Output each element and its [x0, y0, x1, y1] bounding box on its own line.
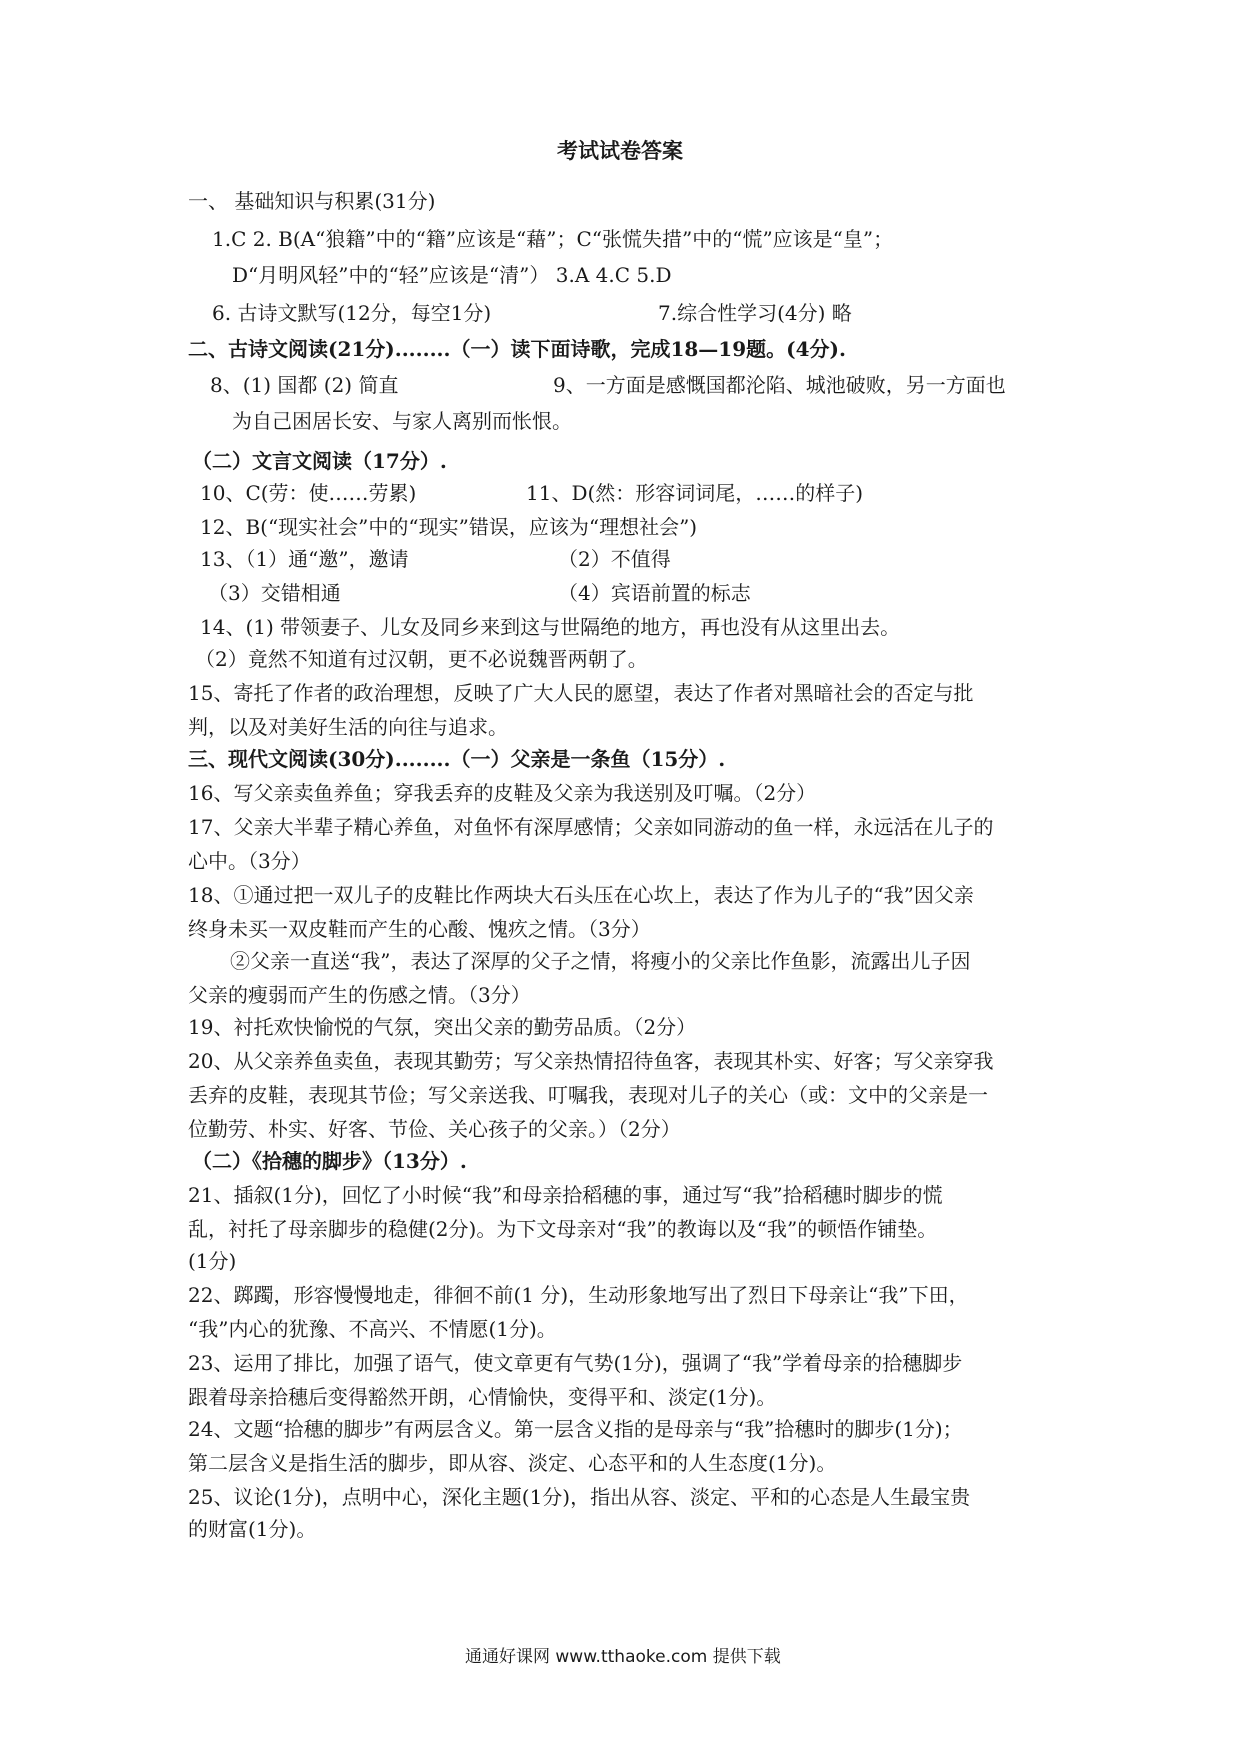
answer-line: （2）不值得 — [558, 547, 671, 571]
subsection-heading: （二）文言文阅读（17分）. — [192, 449, 447, 473]
answer-line: 23、运用了排比，加强了语气，使文章更有气势(1分)，强调了“我”学着母亲的拾穗脚步 — [188, 1351, 963, 1375]
answer-line: 24、文题“拾穗的脚步”有两层含义。第一层含义指的是母亲与“我”拾穗时的脚步(1分)； — [188, 1417, 963, 1441]
answer-line: 25、议论(1分)，点明中心，深化主题(1分)，指出从容、淡定、平和的心态是人生最宝贵 — [188, 1485, 971, 1509]
answer-line: （3）交错相通 — [208, 581, 341, 605]
answer-line: 12、B(“现实社会”中的“现实”错误，应该为“理想社会”) — [200, 515, 698, 539]
answer-line: 位勤劳、朴实、好客、节俭、关心孩子的父亲。）（2分） — [188, 1117, 681, 1141]
section-heading: 二、古诗文阅读(21分)........（一）读下面诗歌，完成18—19题。(4分). — [188, 337, 846, 361]
page-title: 考试试卷答案 — [557, 138, 683, 163]
answer-line: 13、（1）通“邀”，邀请 — [200, 547, 409, 571]
answer-line: 17、父亲大半辈子精心养鱼，对鱼怀有深厚感情；父亲如同游动的鱼一样，永远活在儿子的 — [188, 815, 994, 839]
answer-line: 22、踯躅，形容慢慢地走，徘徊不前(1 分)，生动形象地写出了烈日下母亲让“我”下田， — [188, 1283, 969, 1307]
answer-line: 父亲的瘦弱而产生的伤感之情。（3分） — [188, 983, 531, 1007]
answer-line: 10、C(劳：使……劳累) — [200, 481, 417, 505]
answer-line: 8、(1) 国都 (2) 简直 — [210, 373, 399, 397]
answer-line: 丢弃的皮鞋，表现其节俭；写父亲送我、叮嘱我，表现对儿子的关心（或：文中的父亲是一 — [188, 1083, 988, 1107]
answer-line: 14、(1) 带领妻子、儿女及同乡来到这与世隔绝的地方，再也没有从这里出去。 — [200, 615, 901, 639]
answer-line: “我”内心的犹豫、不高兴、不情愿(1分)。 — [188, 1317, 557, 1341]
answer-line: 为自己困居长安、与家人离别而怅恨。 — [232, 409, 572, 433]
answer-line: 9、一方面是感慨国都沦陷、城池破败，另一方面也 — [553, 373, 1006, 397]
answer-line: 6. 古诗文默写(12分，每空1分) — [212, 301, 492, 325]
answer-line: 7.综合性学习(4分) 略 — [658, 301, 852, 325]
answer-line: 21、插叙(1分)，回忆了小时候“我”和母亲拾稻穗的事，通过写“我”拾稻穗时脚步的慌 — [188, 1183, 943, 1207]
answer-line: ②父亲一直送“我”，表达了深厚的父子之情，将瘦小的父亲比作鱼影，流露出儿子因 — [230, 949, 971, 973]
page-footer: 通通好课网 www.tthaoke.com 提供下载 — [465, 1647, 781, 1667]
section-heading: 一、 基础知识与积累(31分) — [188, 189, 436, 213]
answer-line: （2）竟然不知道有过汉朝，更不必说魏晋两朝了。 — [195, 647, 648, 671]
answer-line: 16、写父亲卖鱼养鱼；穿我丢弃的皮鞋及父亲为我送别及叮嘱。（2分） — [188, 781, 817, 805]
answer-line: 第二层含义是指生活的脚步，即从容、淡定、心态平和的人生态度(1分)。 — [188, 1451, 837, 1475]
answer-line: 判，以及对美好生活的向往与追求。 — [188, 715, 508, 739]
answer-line: 19、衬托欢快愉悦的气氛，突出父亲的勤劳品质。（2分） — [188, 1015, 697, 1039]
answer-line: 跟着母亲拾穗后变得豁然开朗，心情愉快，变得平和、淡定(1分)。 — [188, 1385, 777, 1409]
answer-line: (1分) — [188, 1249, 237, 1273]
answer-line: 心中。（3分） — [188, 849, 311, 873]
section-heading: 三、现代文阅读(30分)........（一）父亲是一条鱼（15分）. — [188, 747, 726, 771]
answer-line: （4）宾语前置的标志 — [558, 581, 751, 605]
answer-line: 的财富(1分)。 — [188, 1517, 317, 1541]
answer-line: 15、寄托了作者的政治理想，反映了广大人民的愿望，表达了作者对黑暗社会的否定与批 — [188, 681, 974, 705]
answer-line: D“月明风轻”中的“轻”应该是“清”） 3.A 4.C 5.D — [232, 263, 672, 287]
answer-line: 终身未买一双皮鞋而产生的心酸、愧疚之情。（3分） — [188, 917, 651, 941]
answer-line: 1.C 2. B(A“狼籍”中的“籍”应该是“藉”；C“张慌失措”中的“慌”应该是“皇”； — [212, 227, 894, 251]
answer-line: 18、①通过把一双儿子的皮鞋比作两块大石头压在心坎上，表达了作为儿子的“我”因父亲 — [188, 883, 974, 907]
answer-line: 乱，衬托了母亲脚步的稳健(2分)。为下文母亲对“我”的教诲以及“我”的顿悟作铺垫。 — [188, 1217, 938, 1241]
answer-line: 20、从父亲养鱼卖鱼，表现其勤劳；写父亲热情招待鱼客，表现其朴实、好客；写父亲穿我 — [188, 1049, 994, 1073]
answer-line: 11、D(然：形容词词尾，……的样子) — [526, 481, 864, 505]
subsection-heading: （二）《拾穗的脚步》（13分）. — [192, 1149, 467, 1173]
